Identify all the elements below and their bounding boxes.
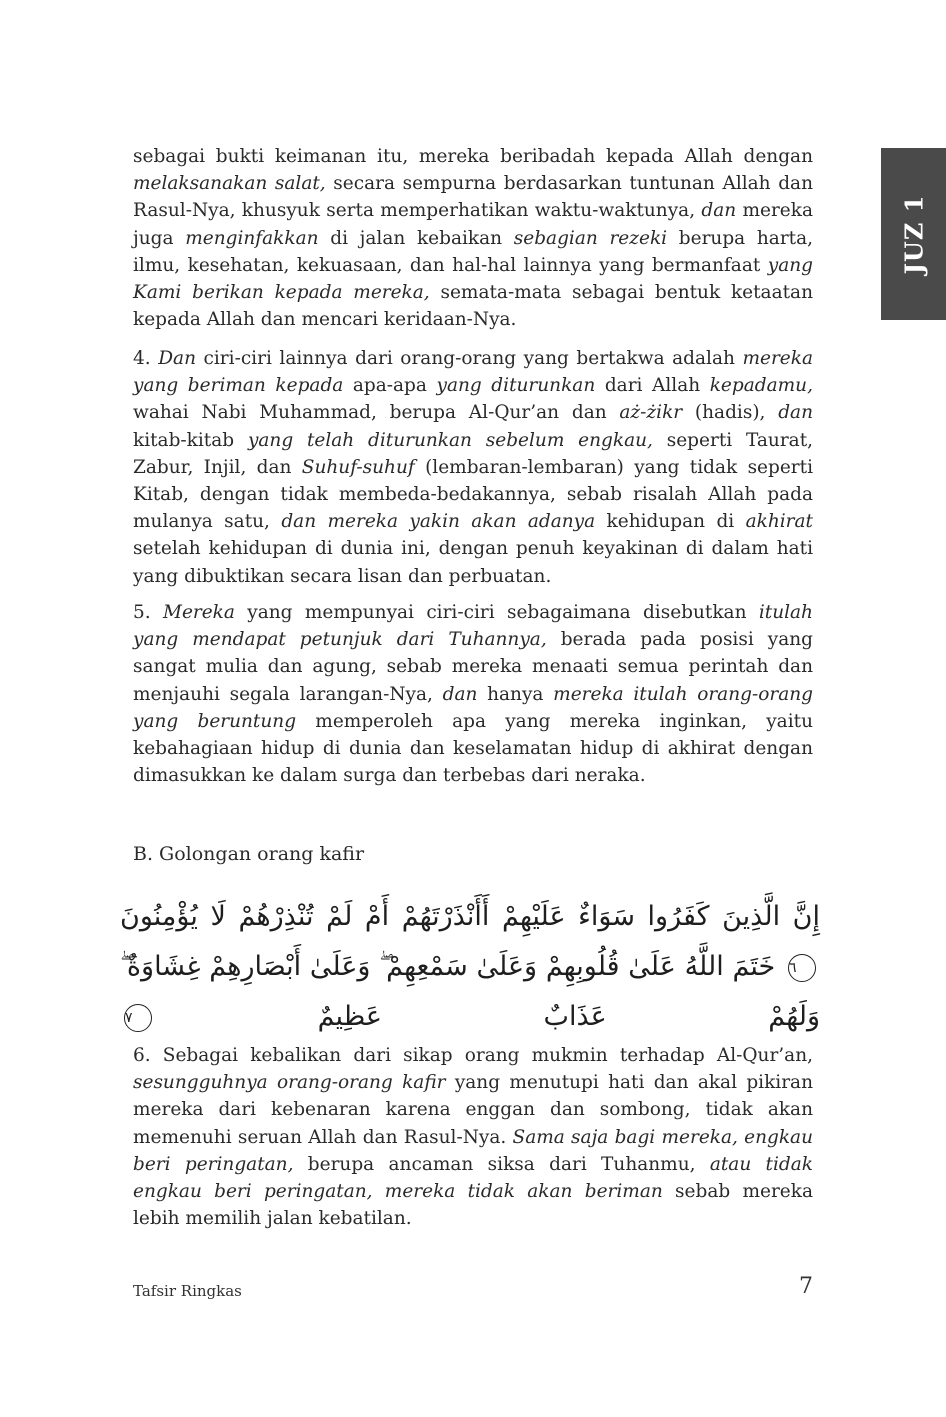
arabic-verse bbox=[120, 892, 820, 1042]
footer-book-title: Tafsir Ringkas bbox=[133, 1282, 242, 1300]
ayah-marker-6: ٦ bbox=[788, 954, 816, 982]
verse-7-text: خَتَمَ اللَّهُ عَلَىٰ قُلُوبِهِمْ وَعَلَىٰ سَمْعِهِمْ ۖ وَعَلَىٰ أَبْصَارِهِمْ غِشَاوَةٌ ۖ وَلَهُمْ عَذَابٌ عَظِيمٌ bbox=[120, 951, 820, 1032]
page-number: 7 bbox=[799, 1274, 813, 1299]
section-heading: B. Golongan orang kafir bbox=[133, 843, 365, 865]
ayah-marker-7: ٧ bbox=[124, 1004, 152, 1032]
paragraph-4: 4. Dan ciri-ciri lainnya dari orang-orang yang bertakwa adalah mereka yang beriman kepada apa-apa yang diturunkan dari Allah kepadamu, wahai Nabi Muhammad, berupa Al-Qur’an dan aż-żikr (hadis), dan kitab-kitab yang telah diturunkan sebelum engkau, seperti Taurat, Zabur, Injil, dan Suhuf-suhuf (lembaran-lembaran) yang tidak seperti Kitab, dengan tidak membeda-bedakannya, sebab risalah Allah pada mulanya satu, dan mereka yakin akan adanya kehidupan di akhirat setelah kehidupan di dunia ini, dengan penuh keyakinan di dalam hati yang dibuktikan secara lisan dan perbuatan. bbox=[133, 348, 814, 587]
juz-side-tab bbox=[881, 148, 946, 320]
paragraph-continuation: sebagai bukti keimanan itu, mereka beribadah kepada Allah dengan melaksanakan salat, secara sempurna berdasarkan tuntunan Allah dan Rasul-Nya, khusyuk serta memperhatikan waktu-waktunya, dan mereka juga menginfakkan di jalan kebaikan sebagian rezeki berupa harta, ilmu, kesehatan, kekuasaan, dan hal-hal lainnya yang bermanfaat yang Kami berikan kepada mereka, semata-mata sebagai bentuk ketaatan kepada Allah dan mencari keridaan-Nya. bbox=[133, 146, 814, 331]
verse-6-text: إِنَّ الَّذِينَ كَفَرُوا سَوَاءٌ عَلَيْهِمْ أَأَنْذَرْتَهُمْ أَمْ لَمْ تُنْذِرْهُمْ لَا يُؤْمِنُونَ bbox=[120, 901, 820, 932]
paragraph-5: 5. Mereka yang mempunyai ciri-ciri sebagaimana disebutkan itulah yang mendapat petunjuk dari Tuhannya, berada pada posisi yang sangat mulia dan agung, sebab mereka menaati semua perintah dan menjauhi segala larangan-Nya, dan hanya mereka itulah orang-orang yang beruntung memperoleh apa yang mereka inginkan, yaitu kebahagiaan hidup di dunia dan keselamatan hidup di akhirat dengan dimasukkan ke dalam surga dan terbebas dari neraka. bbox=[133, 602, 813, 787]
paragraph-6: 6. Sebagai kebalikan dari sikap orang mukmin terhadap Al-Qur’an, sesungguhnya orang-orang kafir yang menutupi hati dan akal pikiran mereka dari kebenaran karena enggan dan sombong, tidak akan memenuhi seruan Allah dan Rasul-Nya. Sama saja bagi mereka, engkau beri peringatan, berupa ancaman siksa dari Tuhanmu, atau tidak engkau beri peringatan, mereka tidak akan beriman sebab mereka lebih memilih jalan kebatilan. bbox=[133, 1045, 814, 1230]
juz-label: JUZ 1 bbox=[899, 194, 929, 274]
